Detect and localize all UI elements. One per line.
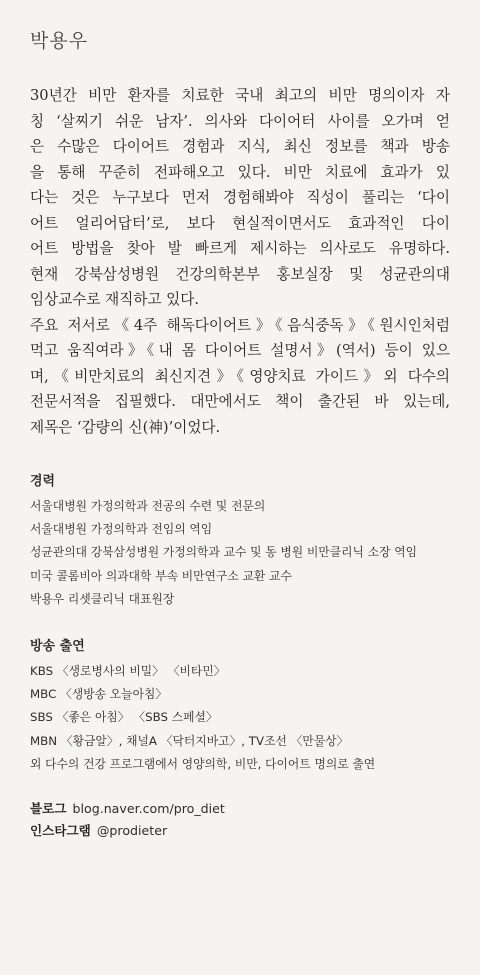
bio-line: 어트 얼리어답터’로, 보다 현실적이면서도 효과적인 다이 (30, 214, 450, 232)
bio-line: 은 수많은 다이어트 경험과 지식, 최신 정보를 책과 방송 (30, 138, 450, 155)
bio-line: 칭 ‘살찌기 쉬운 남자’. 의사와 다이어터 사이를 오가며 얻 (30, 112, 450, 130)
bio-line: 주요 저서로《4주 해독다이어트》《음식중독》《원시인처럼 (30, 316, 450, 334)
instagram-handle[interactable]: @prodieter (96, 823, 168, 839)
bio-line: 다는 것은 누구보다 먼저 경험해봐야 직성이 풀리는 ‘다이 (30, 189, 450, 206)
broadcast-item: SBS 〈좋은 아침〉 〈SBS 스페셜〉 (30, 710, 218, 725)
bio-line: 전문서적을 집필했다. 대만에서도 책이 출간된 바 있는데, (30, 393, 450, 410)
career-item: 미국 콜롬비아 의과대학 부속 비만연구소 교환 교수 (30, 568, 292, 583)
blog-link[interactable]: blog.naver.com/pro_diet (72, 801, 225, 817)
career-item: 서울대병원 가정의학과 전임의 역임 (30, 522, 213, 537)
broadcast-item: KBS 〈생로병사의 비밀〉 〈비타민〉 (30, 664, 226, 679)
bio-line: 을 통해 꾸준히 전파해오고 있다. 비만 치료에 효과가 있 (30, 163, 450, 181)
career-item: 성균관의대 강북삼성병원 가정의학과 교수 및 동 병원 비만클리닉 소장 역임 (30, 545, 418, 560)
blog-row (30, 798, 450, 820)
broadcast-item: MBC 〈생방송 오늘아침〉 (30, 687, 168, 702)
instagram-row (30, 820, 450, 842)
career-title: 경력 (30, 474, 56, 489)
bio-line: 어트 방법을 찾아 발 빠르게 제시하는 의사로도 유명하다. (30, 240, 450, 257)
contact-section (30, 798, 450, 842)
career-section (30, 470, 450, 611)
broadcast-item: MBN 〈황금알〉, 채널A 〈닥터지바고〉, TV조선 〈만물상〉 (30, 733, 349, 748)
broadcast-section (30, 635, 450, 776)
broadcast-title: 방송 출연 (30, 639, 85, 655)
bio-line: 먹고 움직여라》《내 몸 다이어트 설명서》(역서) 등이 있으 (30, 342, 450, 359)
broadcast-item: 외 다수의 건강 프로그램에서 영양의학, 비만, 다이어트 명의로 출연 (30, 756, 376, 771)
bio-line: 임상교수로 재직하고 있다. (30, 291, 199, 308)
bio-line: 며,《비만치료의 최신지견》《영양치료 가이드》외 다수의 (30, 367, 450, 385)
career-item: 박용우 리셋클리닉 대표원장 (30, 591, 175, 606)
author-name: 박용우 (30, 30, 89, 52)
bio-line: 30년간 비만 환자를 치료한 국내 최고의 비만 명의이자 자 (30, 87, 450, 104)
bio-line: 현재 강북삼성병원 건강의학본부 홍보실장 및 성균관의대 (30, 265, 450, 283)
career-item: 서울대병원 가정의학과 전공의 수련 및 전문의 (30, 499, 266, 513)
blog-label: 블로그 (30, 801, 67, 817)
instagram-label: 인스타그램 (30, 823, 91, 839)
bio-line: 제목은 ‘감량의 신(神)’이었다. (30, 418, 221, 436)
author-bio (30, 83, 450, 440)
